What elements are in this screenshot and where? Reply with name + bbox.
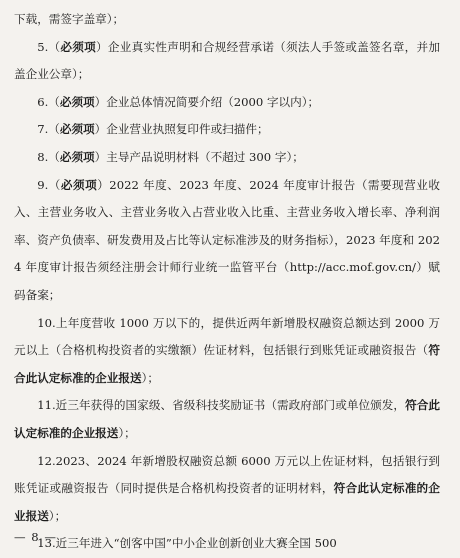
text-run: ）； [118,425,136,440]
paragraph [14,6,440,34]
text-run: 13.近三年进入“创客中国”中小企业创新创业大赛全国 500 [37,536,337,551]
text-run: 11.近三年获得的国家级、省级科技奖励证书（需政府部门或单位颁发， [37,398,406,413]
paragraph [14,89,440,117]
text-run: ）； [48,508,67,523]
text-run: ）企业真实性声明和合规经营承诺（须法人手签或盖签名章，并加盖企业公章）； [14,39,440,82]
bold-text: 必须项 [60,39,97,54]
bold-text: 符合此认定标准的企业报送 [14,343,440,385]
paragraph [14,392,440,447]
text-run: ）； [141,370,159,385]
paragraph [14,448,440,531]
bold-text: 符合此认定标准的企业报送 [14,398,440,440]
text-run: ）企业总体情况简要介绍（2000 字以内）； [94,94,320,109]
text-run: 5.（ [37,39,61,54]
bold-text: 必须项 [59,94,95,109]
text-run: 10.上年度营收 1000 万以下的，提供近两年新增股权融资总额达到 2000 万元以上（合格机构投资者的实缴额）佐证材料，包括银行到账凭证或融资报告（ [14,315,440,358]
paragraph [14,144,440,172]
text-run: ）企业营业执照复印件或扫描件； [94,122,269,137]
text-run: 7.（ [37,122,60,137]
text-run: 8.（ [37,149,60,164]
paragraph [14,530,440,558]
bold-text: 必须项 [59,149,95,164]
paragraph [14,172,440,310]
paragraph [14,116,440,144]
text-run: ）2022 年度、2023 年度、2024 年度审计报告（需要现营业收入、主营业务收入、主营业务收入占营业收入比重、主营业务收入增长率、净利润率、资产负债率、研发费用及占比等认定标准涉及的财务指标），2023 年度和 2024 年度审计报告须经注册会计师行业统一监管平台（http://acc.mof.gov.cn/）赋码备案； [14,177,440,302]
body-text [14,6,440,558]
text-run: 下载，需签字盖章）； [14,12,125,26]
text-run: 9.（ [37,177,61,192]
bold-text: 必须项 [60,177,98,192]
bold-text: 必须项 [59,122,95,137]
paragraph [14,310,440,393]
bold-text: 符合此认定标准的企业报送 [14,481,440,523]
page-number: — 8 — [14,530,57,544]
text-run: 6.（ [37,94,60,109]
paragraph [14,34,440,89]
text-run: 12.2023、2024 年新增股权融资总额 6000 万元以上佐证材料，包括银行到账凭证或融资报告（同时提供是合格机构投资者的证明材料， [14,453,440,496]
text-run: ）主导产品说明材料（不超过 300 字）； [94,149,304,164]
